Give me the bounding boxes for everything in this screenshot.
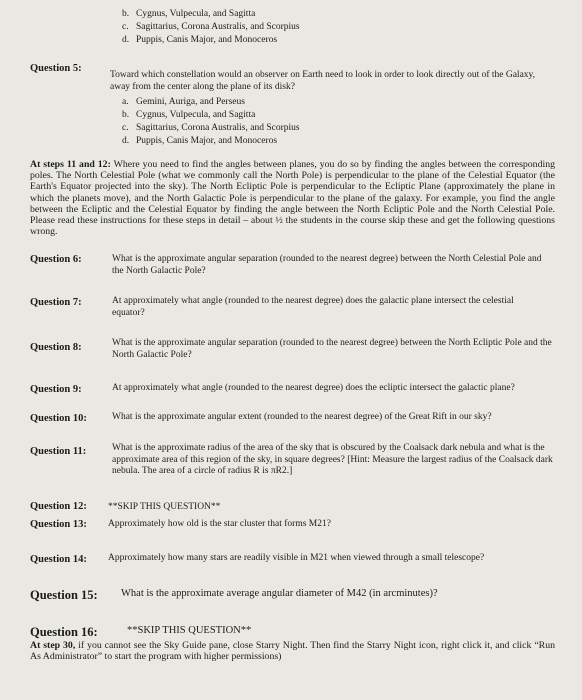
question-10-label: Question 10: (30, 413, 87, 424)
step-30-lead: At step 30, (30, 640, 76, 651)
option-d: d. Puppis, Canis Major, and Monoceros (122, 35, 278, 45)
question-15-text: What is the approximate average angular diameter of M42 (in arcminutes)? (121, 588, 438, 599)
q5-option-a: a. Gemini, Auriga, and Perseus (122, 97, 245, 107)
question-12-text: **SKIP THIS QUESTION** (108, 502, 221, 512)
option-c: c. Sagittarius, Corona Australis, and Scorpius (122, 22, 300, 32)
question-9-label: Question 9: (30, 384, 82, 395)
question-13-text: Approximately how old is the star cluster that forms M21? (108, 519, 331, 529)
step-30-note (30, 640, 555, 662)
question-5-text: Toward which constellation would an observer on Earth need to look in order to look directly out of the Galaxy, away from the center along the plane of its disk? (110, 70, 536, 92)
question-15-label: Question 15: (30, 588, 98, 602)
steps-note-text: Where you need to find the angles between planes, you do so by finding the angles between the corresponding poles. The North Celestial Pole (what we commonly call the North Pole) is perpendicular to the plane of the Celestial Equator (the Earth's Equator projected into the sky). The North Ecliptic Pole is perpendicular to the Ecliptic Plane (approximately the plane in which the planets move), and the North Galactic Pole is perpendicular to the plane of the galaxy. For example, you find the angle between the Ecliptic and the Celestial Equator by finding the angle between the North Ecliptic Pole and the North Celestial Pole. Please read these instructions for these steps in detail – about ½ the students in the course skip these and get the following questions wrong. (30, 159, 555, 238)
steps-11-12-note (30, 159, 555, 237)
question-13-label: Question 13: (30, 519, 87, 530)
option-b: b. Cygnus, Vulpecula, and Sagitta (122, 9, 256, 19)
question-6-text: What is the approximate angular separation (rounded to the nearest degree) between the North Celestial Pole and the North Galactic Pole? (112, 254, 542, 276)
step-30-text: if you cannot see the Sky Guide pane, close Starry Night. Then find the Starry Night icon, right click it, and click “Run As Administrator” to start the program with higher permissions) (30, 640, 555, 663)
question-8-text: What is the approximate angular separation (rounded to the nearest degree) between the North Ecliptic Pole and the North Galactic Pole? (112, 338, 552, 360)
question-16-label: Question 16: (30, 625, 98, 639)
question-16-text: **SKIP THIS QUESTION** (127, 625, 252, 636)
question-10-text: What is the approximate angular extent (rounded to the nearest degree) of the Great Rift in our sky? (112, 412, 492, 422)
question-12-label: Question 12: (30, 501, 87, 512)
question-5-label: Question 5: (30, 63, 82, 74)
q5-option-b: b. Cygnus, Vulpecula, and Sagitta (122, 110, 256, 120)
question-6-label: Question 6: (30, 254, 82, 265)
question-11-label: Question 11: (30, 446, 87, 457)
question-14-text: Approximately how many stars are readily visible in M21 when viewed through a small telescope? (108, 553, 485, 563)
question-7-text: At approximately what angle (rounded to the nearest degree) does the galactic plane intersect the celestial equator? (112, 296, 514, 318)
q5-option-c: c. Sagittarius, Corona Australis, and Scorpius (122, 123, 300, 133)
question-7-label: Question 7: (30, 297, 82, 308)
question-8-label: Question 8: (30, 342, 82, 353)
steps-note-lead: At steps 11 and 12: (30, 159, 111, 170)
q5-option-d: d. Puppis, Canis Major, and Monoceros (122, 136, 278, 146)
question-14-label: Question 14: (30, 554, 87, 565)
question-11-text: What is the approximate radius of the area of the sky that is obscured by the Coalsack dark nebula and what is the approximate area of this region of the sky, in square degrees? [Hint: Measure the largest radius of the Coalsack dark nebula. The area of a circle of radius R is πR2.] (112, 443, 553, 476)
question-9-text: At approximately what angle (rounded to the nearest degree) does the ecliptic intersect the galactic plane? (112, 383, 515, 393)
